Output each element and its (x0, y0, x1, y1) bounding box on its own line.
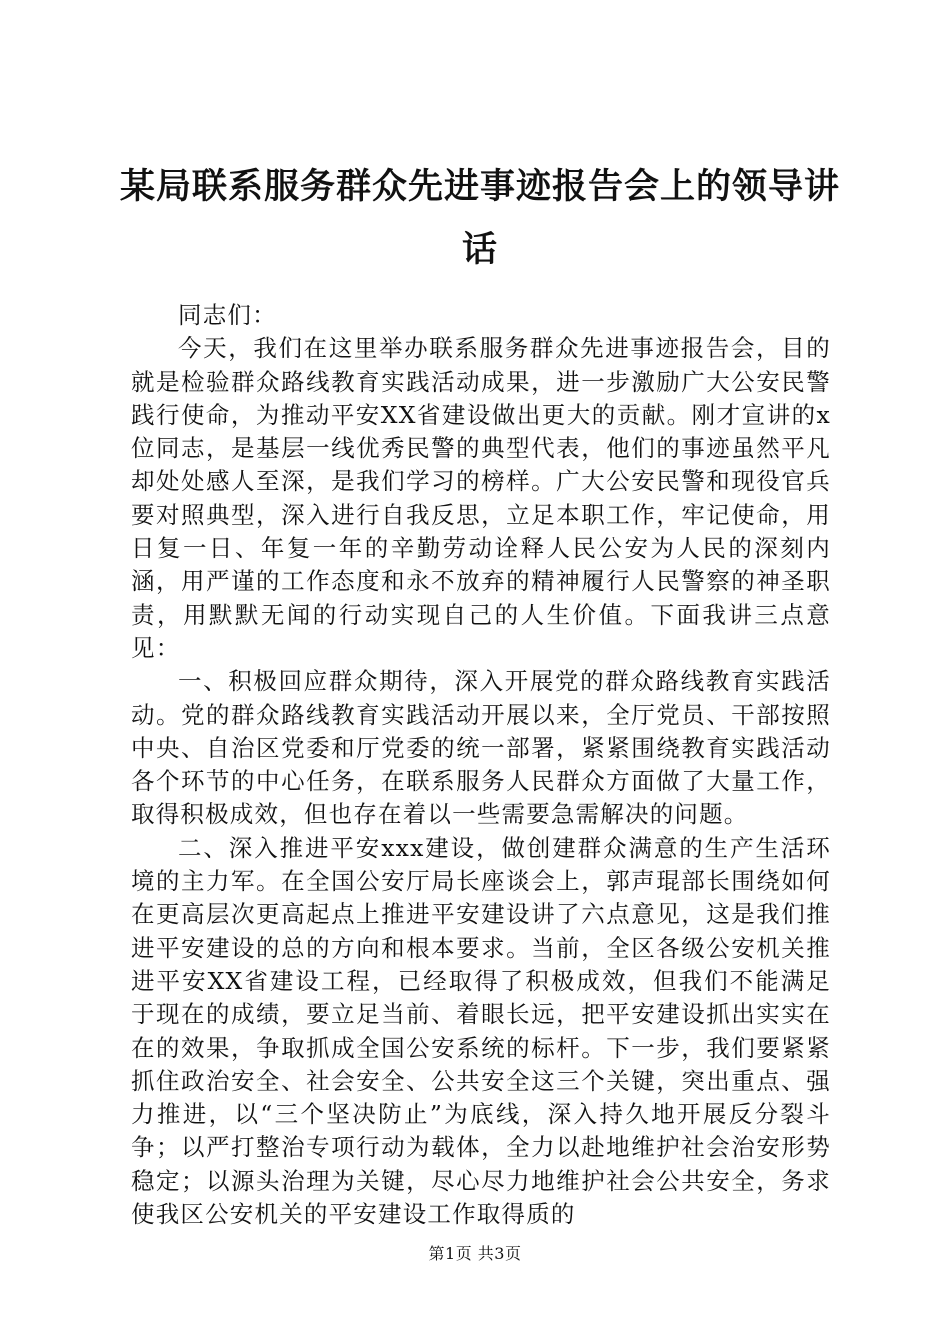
paragraph-point-one: 一、积极回应群众期待，深入开展党的群众路线教育实践活动。党的群众路线教育实践活动开展以来，全厅党员、干部按照中央、自治区党委和厅党委的统一部署，紧紧围绕教育实践活动各个环节的中心任务，在联系服务人民群众方面做了大量工作，取得积极成效，但也存在着以一些需要急需解决的问题。 (131, 667, 831, 829)
page-number-footer: 第1页 共3页 (428, 1244, 522, 1263)
document-title: 某局联系服务群众先进事迹报告会上的领导讲话 (120, 166, 841, 270)
paragraph-point-two: 二、深入推进平安xxx建设，做创建群众满意的生产生活环境的主力军。在全国公安厅局长座谈会上，郭声琨部长围绕如何在更高层次更高起点上推进平安建设讲了六点意见，这是我们推进平安建设的总的方向和根本要求。当前，全区各级公安机关推进平安XX省建设工程，已经取得了积极成效，但我们不能满足于现在的成绩，要立足当前、着眼长远，把平安建设抓出实实在在的效果，争取抓成全国公安系统的标杆。下一步，我们要紧紧抓住政治安全、社会安全、公共安全这三个关键，突出重点、强力推进，以“三个坚决防止”为底线，深入持久地开展反分裂斗争；以严打整治专项行动为载体，全力以赴地维护社会治安形势稳定；以源头治理为关键，尽心尽力地维护社会公共安全，务求使我区公安机关的平安建设工作取得质的 (131, 833, 831, 1229)
document-body (131, 299, 831, 1231)
paragraph-intro: 今天，我们在这里举办联系服务群众先进事迹报告会，目的就是检验群众路线教育实践活动成果，进一步激励广大公安民警践行使命，为推动平安XX省建设做出更大的贡献。刚才宣讲的x位同志，是基层一线优秀民警的典型代表，他们的事迹虽然平凡却处处感人至深，是我们学习的榜样。广大公安民警和现役官兵要对照典型，深入进行自我反思，立足本职工作，牢记使命，用日复一日、年复一年的辛勤劳动诠释人民公安为人民的深刻内涵，用严谨的工作态度和永不放弃的精神履行人民警察的神圣职责，用默默无闻的行动实现自己的人生价值。下面我讲三点意见： (131, 334, 831, 662)
salutation: 同志们： (178, 301, 277, 329)
